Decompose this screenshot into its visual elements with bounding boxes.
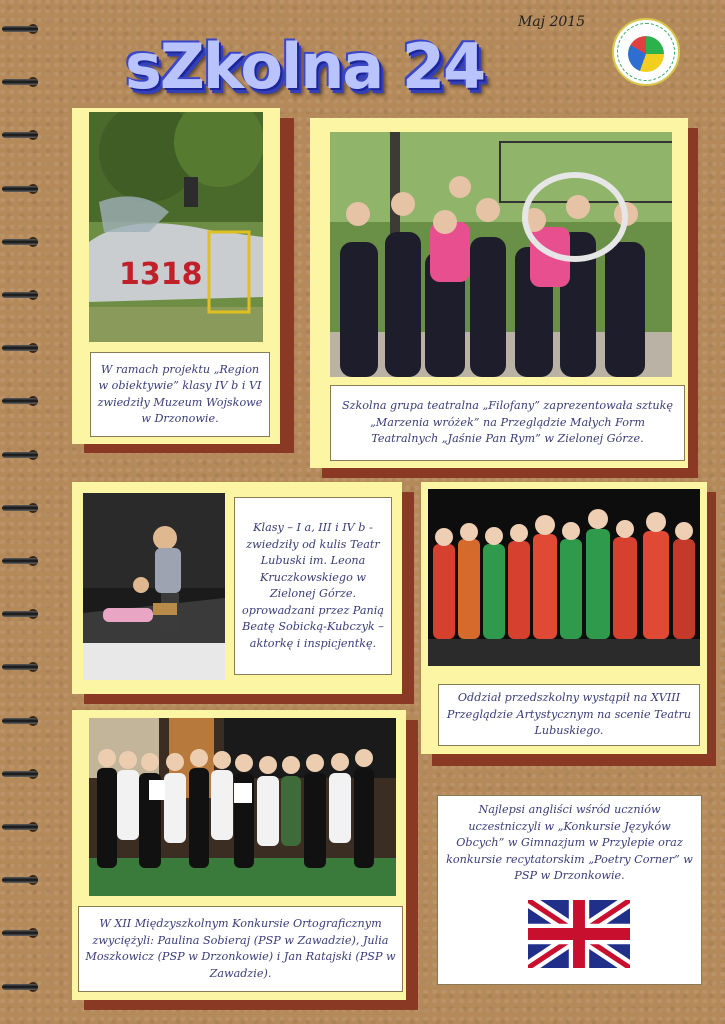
spiral-ring: [2, 75, 46, 89]
spiral-ring: [2, 554, 46, 568]
winners-photo: [89, 718, 396, 896]
svg-text:1318: 1318: [119, 257, 203, 292]
performance-photo: [428, 489, 700, 666]
spiral-ring: [2, 394, 46, 408]
spiral-ring: [2, 767, 46, 781]
spiral-ring: [2, 288, 46, 302]
caption-museum: W ramach projektu „Region w obiektywie” klasy IV b i VI zwiedziły Muzeum Wojskowe w Drzonowie.: [90, 352, 270, 437]
group-photo: [330, 132, 672, 377]
spiral-ring: [2, 235, 46, 249]
caption-theatre-visit: Klasy – I a, III i IV b - zwiedziły od kulis Teatr Lubuski im. Leona Kruczkowskiego w Zielonej Górze. oprowadzani przez Panią Beatę Sobicką-Kubczyk – aktorkę i inspicjentkę.: [234, 497, 392, 675]
newsletter-title: sZkolna 24: [125, 30, 485, 103]
spiral-ring: [2, 926, 46, 940]
caption-theatre-group: Szkolna grupa teatralna „Filofany” zaprezentowała sztukę „Marzenia wróżek” na Przeglądzie Małych Form Teatralnych „Jaśnie Pan Rym” w Zielonej Górze.: [330, 385, 685, 461]
spiral-ring: [2, 341, 46, 355]
issue-date: Maj 2015: [518, 14, 586, 30]
spiral-ring: [2, 980, 46, 994]
jet-aircraft-photo: [89, 112, 263, 342]
masthead: [125, 30, 615, 103]
spiral-ring: [2, 22, 46, 36]
caption-preschool: Oddział przedszkolny wystąpił na XVIII Przeglądzie Artystycznym na scenie Teatru Lubuskiego.: [438, 684, 700, 746]
spiral-ring: [2, 714, 46, 728]
caption-spelling: W XII Międzyszkolnym Konkursie Ortograficznym zwyciężyli: Paulina Sobieraj (PSP w Zawadzie), Julia Moszkowicz (PSP w Drzonkowie) i Jan Ratajski (PSP w Zawadzie).: [78, 906, 403, 992]
spiral-ring: [2, 128, 46, 142]
caption-english: Najlepsi angliści wśród uczniów uczestniczyli w „Konkursie Języków Obcych” w Gimnazjum w Przylepie oraz konkursie recytatorskim „Poetry Corner” w PSP w Drzonkowie.: [437, 795, 702, 985]
spiral-ring: [2, 660, 46, 674]
stage-photo: [83, 493, 225, 680]
spiral-binding: [0, 0, 48, 1024]
spiral-ring: [2, 448, 46, 462]
spiral-ring: [2, 820, 46, 834]
spiral-ring: [2, 182, 46, 196]
union-jack-flag-icon: [528, 900, 630, 968]
spiral-ring: [2, 607, 46, 621]
logo-emblem: [628, 36, 664, 72]
school-logo-icon: [612, 18, 680, 86]
spiral-ring: [2, 873, 46, 887]
spiral-ring: [2, 501, 46, 515]
